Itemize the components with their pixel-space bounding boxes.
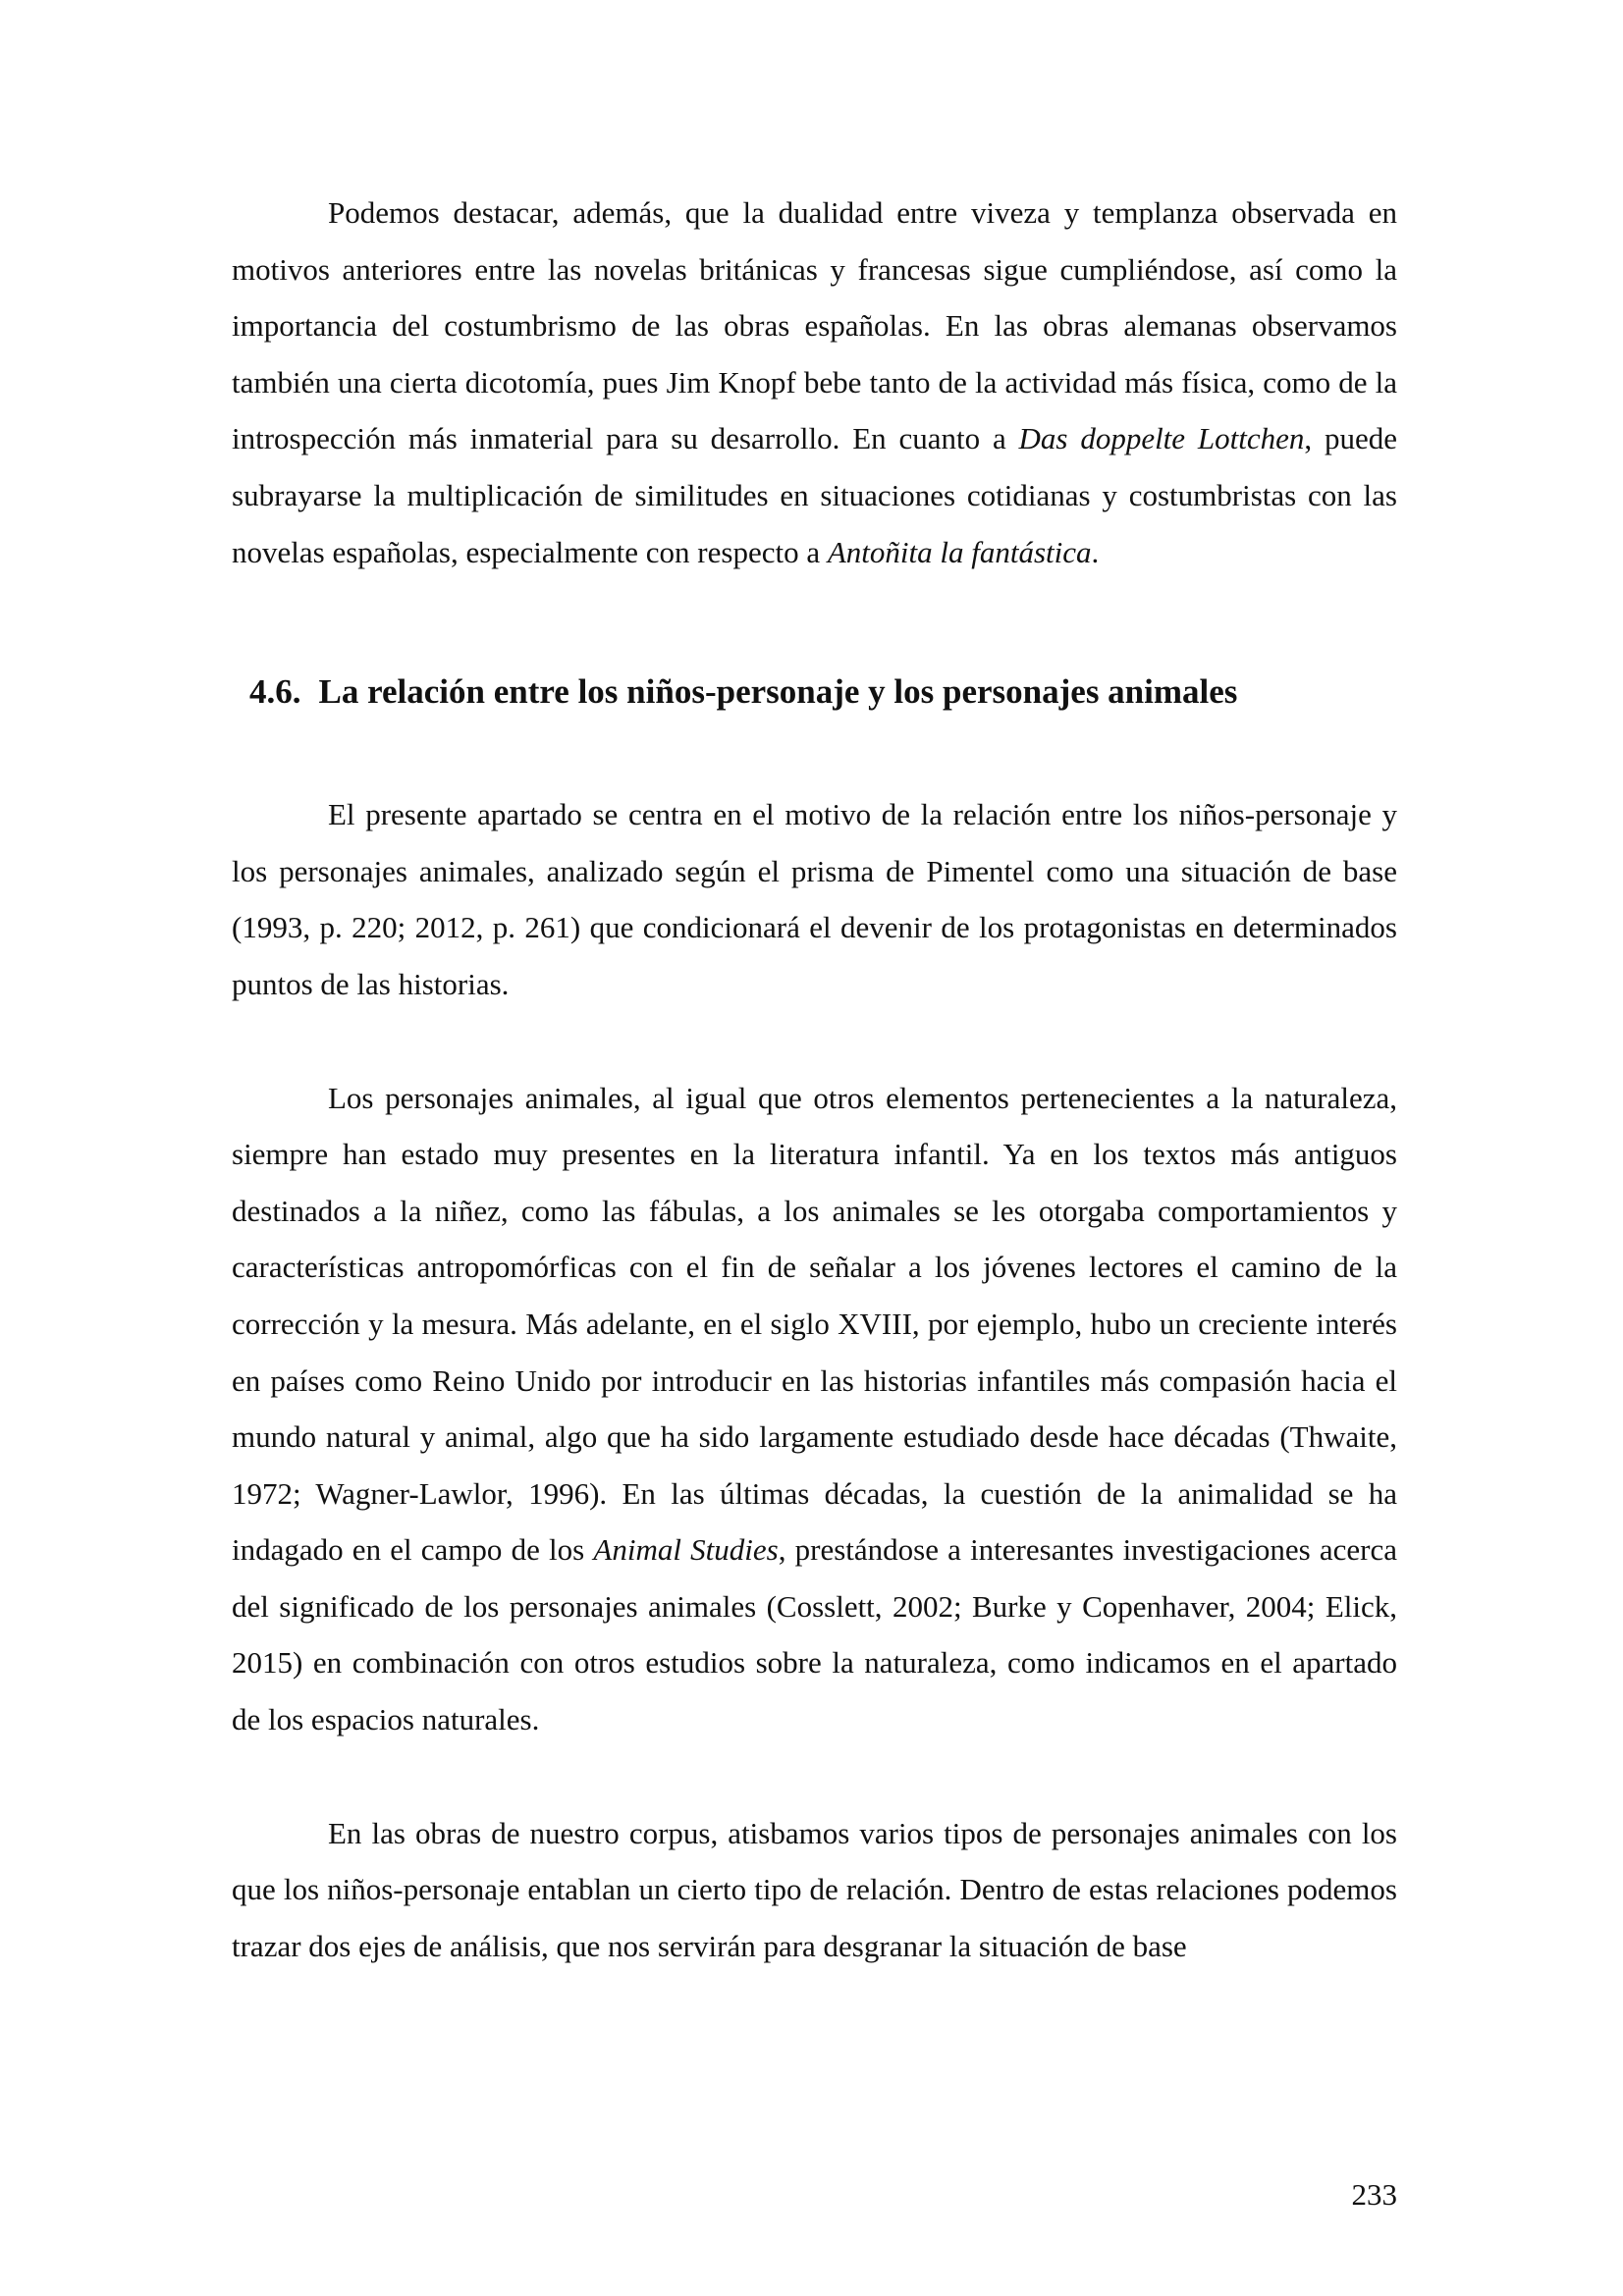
paragraph-3-text-a: Los personajes animales, al igual que otros elementos pertenecientes a la naturaleza, siempre han estado muy presentes en la literatura infantil. Ya en los textos más antiguos destinados a la niñez, como las fábulas, a los animales se les otorgaba comportamientos y características antropomórficas con el fin de señalar a los jóvenes lectores el camino de la corrección y la mesura. Más adelante, en el siglo XVIII, por ejemplo, hubo un creciente interés en países como Reino Unido por introducir en las historias infantiles más compasión hacia el mundo natural y animal, algo que ha sido largamente estudiado desde hace décadas (Thwaite, 1972; Wagner-Lawlor, 1996). En las últimas décadas, la cuestión de la animalidad se ha indagado en el campo de los <box>232 1080 1397 1568</box>
paragraph-1-text-c: . <box>1091 534 1100 569</box>
paragraph-1-text-a: Podemos destacar, además, que la dualidad entre viveza y templanza observada en motivos anteriores entre las novelas británicas y francesas sigue cumpliéndose, así como la importancia del costumbrismo de las obras españolas. En las obras alemanas observamos también una cierta dicotomía, pues Jim Knopf bebe tanto de la actividad más física, como de la introspección más inmaterial para su desarrollo. En cuanto a <box>232 195 1397 456</box>
paragraph-1 <box>232 185 1397 580</box>
term-animal-studies: Animal Studies <box>593 1532 779 1568</box>
section-title: La relación entre los niños-personaje y los personajes animales <box>318 672 1238 712</box>
section-number: 4.6. <box>249 672 301 712</box>
section-heading <box>232 670 1397 714</box>
page-body <box>232 185 1397 1974</box>
paragraph-4: En las obras de nuestro corpus, atisbamos varios tipos de personajes animales con los que los niños-personaje entablan un cierto tipo de relación. Dentro de estas relaciones podemos trazar dos ejes de análisis, que nos servirán para desgranar la situación de base <box>232 1815 1397 1963</box>
paragraph-2: El presente apartado se centra en el motivo de la relación entre los niños-personaje y los personajes animales, analizado según el prisma de Pimentel como una situación de base (1993, p. 220; 2012, p. 261) que condicionará el devenir de los protagonistas en determinados puntos de las historias. <box>232 797 1397 1001</box>
paragraph-1-text-b: , puede subrayarse la multiplicación de similitudes en situaciones cotidianas y costumbristas con las novelas españolas, especialmente con respecto a <box>232 421 1397 569</box>
paragraph-3 <box>232 1070 1397 1748</box>
page-number: 233 <box>1351 2177 1397 2212</box>
book-title-das-doppelte-lottchen: Das doppelte Lottchen <box>1018 421 1305 456</box>
book-title-antonita: Antoñita la fantástica <box>827 534 1092 569</box>
paragraph-3-text-b: , prestándose a interesantes investigaciones acerca del significado de los personajes animales (Cosslett, 2002; Burke y Copenhaver, 2004; Elick, 2015) en combinación con otros estudios sobre la naturaleza, como indicamos en el apartado de los espacios naturales. <box>232 1532 1397 1737</box>
